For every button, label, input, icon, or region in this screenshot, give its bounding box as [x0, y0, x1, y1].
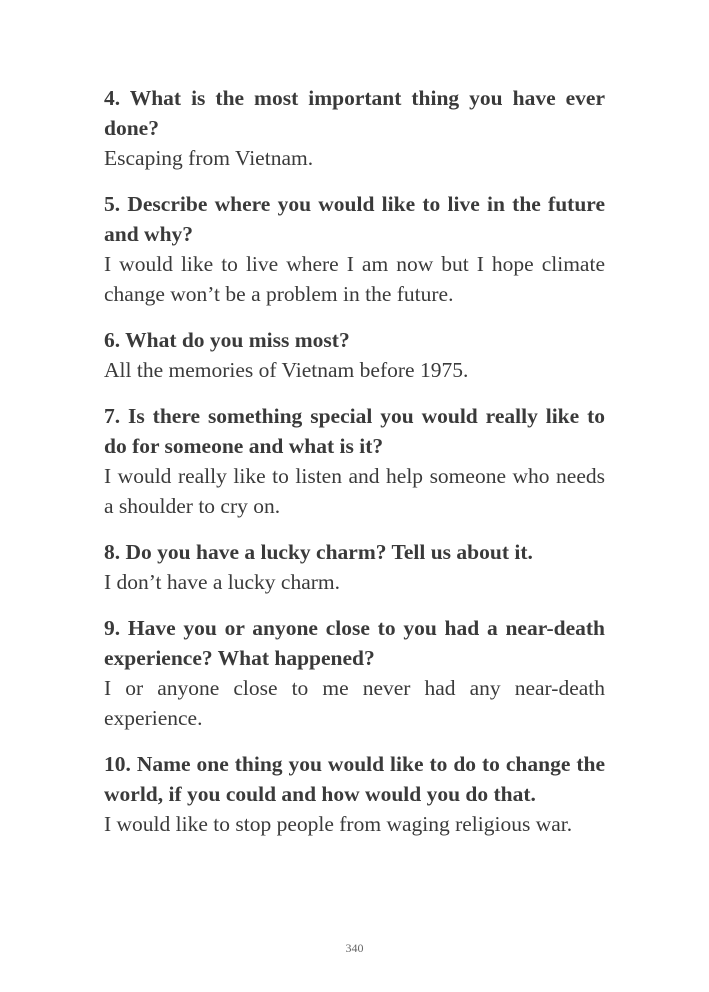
question-9: 9. Have you or anyone close to you had a near-death experience? What happened?	[104, 616, 605, 670]
question-10: 10. Name one thing you would like to do to change the world, if you could and how would you do that.	[104, 752, 605, 806]
document-page	[104, 83, 605, 855]
question-7: 7. Is there something special you would really like to do for someone and what is it?	[104, 404, 605, 458]
qa-item-4	[104, 83, 605, 173]
answer-5: I would like to live where I am now but I hope climate change won’t be a problem in the future.	[104, 252, 605, 306]
qa-item-9	[104, 613, 605, 733]
question-6: 6. What do you miss most?	[104, 328, 350, 352]
page-number: 340	[345, 941, 364, 955]
answer-6: All the memories of Vietnam before 1975.	[104, 358, 469, 382]
qa-item-8	[104, 537, 605, 597]
answer-7: I would really like to listen and help someone who needs a shoulder to cry on.	[104, 464, 605, 518]
answer-9: I or anyone close to me never had any near-death experience.	[104, 676, 605, 730]
question-4: 4. What is the most important thing you have ever done?	[104, 86, 605, 140]
question-8: 8. Do you have a lucky charm? Tell us about it.	[104, 540, 533, 564]
answer-4: Escaping from Vietnam.	[104, 146, 314, 170]
qa-item-5	[104, 189, 605, 309]
answer-10: I would like to stop people from waging religious war.	[104, 812, 573, 836]
qa-item-6	[104, 325, 605, 385]
qa-item-7	[104, 401, 605, 521]
question-5: 5. Describe where you would like to live in the future and why?	[104, 192, 605, 246]
qa-item-10	[104, 749, 605, 839]
answer-8: I don’t have a lucky charm.	[104, 570, 341, 594]
